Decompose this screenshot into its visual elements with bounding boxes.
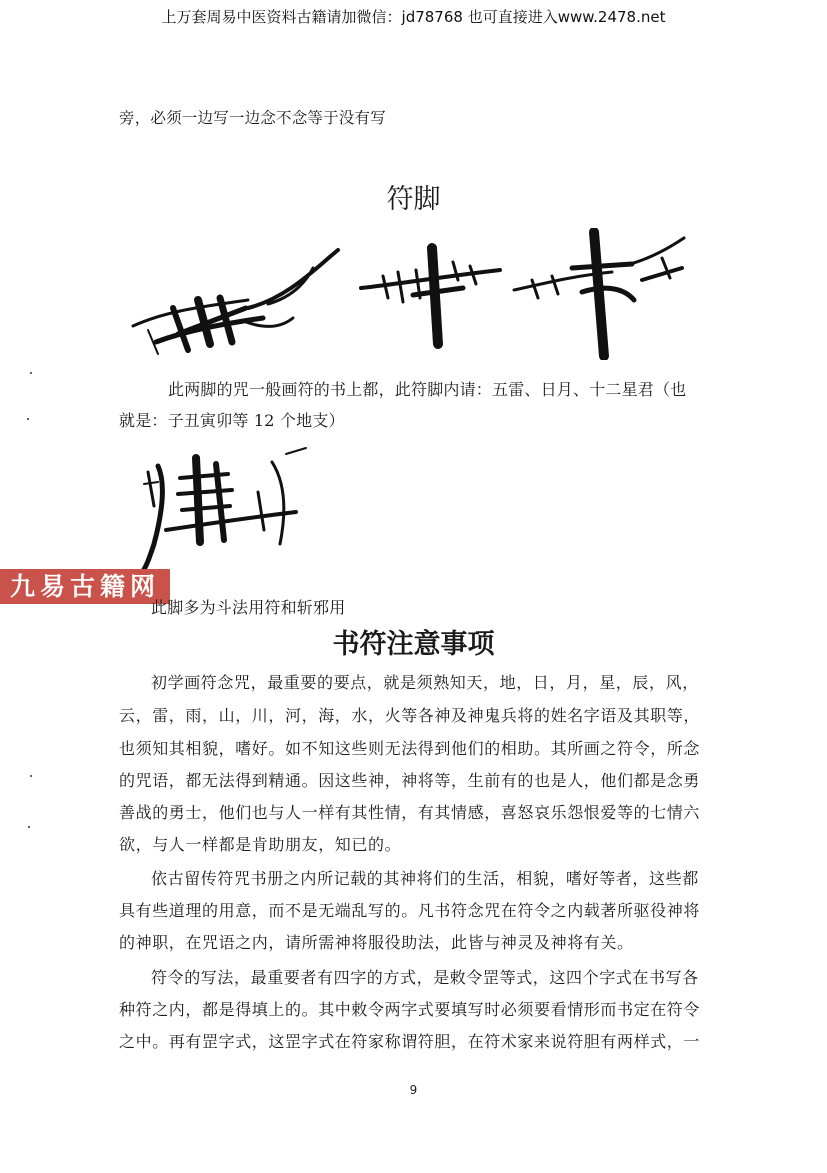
section-title-notes: 书符注意事项 xyxy=(332,629,495,660)
scan-speck xyxy=(27,418,29,420)
paragraph-line: 善战的勇士，他们也与人一样有其性情，有其情感，喜怒哀乐怨恨爱等的七情六 xyxy=(119,803,701,822)
paragraph-line: 初学画符念咒，最重要的要点，就是须熟知天，地，日，月，星，辰，风， xyxy=(151,673,699,692)
section-title-fujiao: 符脚 xyxy=(386,184,441,215)
page-header: 上万套周易中医资料古籍请加微信：jd78768 也可直接进入www.2478.net xyxy=(161,8,666,26)
caption-1-line-2: 就是：子丑寅卯等 12 个地支） xyxy=(119,411,345,430)
paragraph-line: 具有些道理的用意，而不是无端乱写的。凡书符念咒在符令之内载著所驱役神将 xyxy=(119,901,701,920)
scan-speck xyxy=(30,775,32,777)
paragraph-line: 云，雷，雨，山，川，河，海，水，火等各神及神鬼兵将的姓名字语及其职等， xyxy=(119,706,701,725)
talisman-foot-glyph-4 xyxy=(136,444,312,574)
paragraph-line: 种符之内，都是得填上的。其中敕令两字式要填写时必须要看情形而书定在符令 xyxy=(119,1000,701,1019)
paragraph-line: 之中。再有罡字式，这罡字式在符家称谓符胆，在符术家来说符胆有两样式，一 xyxy=(119,1032,701,1051)
talisman-foot-glyph-2 xyxy=(358,240,504,350)
watermark-banner: 九易古籍网 xyxy=(0,569,170,604)
paragraph-line: 符令的写法，最重要者有四字的方式，是敕令罡等式，这四个字式在书写各 xyxy=(151,968,699,987)
caption-2: 此脚多为斗法用符和斩邪用 xyxy=(151,598,346,617)
paragraph-line: 的咒语，都无法得到精通。因这些神，神将等，生前有的也是人，他们都是念勇 xyxy=(119,771,701,790)
paragraph-line: 欲，与人一样都是肯助朋友，知已的。 xyxy=(119,835,402,854)
talisman-foot-glyph-1 xyxy=(128,238,343,363)
caption-1-line-1: 此两脚的咒一般画符的书上都，此符脚内请：五雷、日月、十二星君（也 xyxy=(168,380,687,399)
scan-speck xyxy=(28,826,30,828)
scan-speck xyxy=(30,372,32,374)
talisman-foot-glyph-3 xyxy=(512,228,688,360)
paragraph-line: 的神职，在咒语之内，请所需神将服役助法，此皆与神灵及神将有关。 xyxy=(119,933,634,952)
page-number: 9 xyxy=(409,1083,418,1097)
paragraph-line: 也须知其相貌，嗜好。如不知这些则无法得到他们的相助。其所画之符令，所念 xyxy=(119,739,701,758)
paragraph-line: 依古留传符咒书册之内所记载的其神将们的生活，相貌，嗜好等者，这些都 xyxy=(151,869,699,888)
intro-line: 旁，必须一边写一边念不念等于没有写 xyxy=(119,109,386,127)
